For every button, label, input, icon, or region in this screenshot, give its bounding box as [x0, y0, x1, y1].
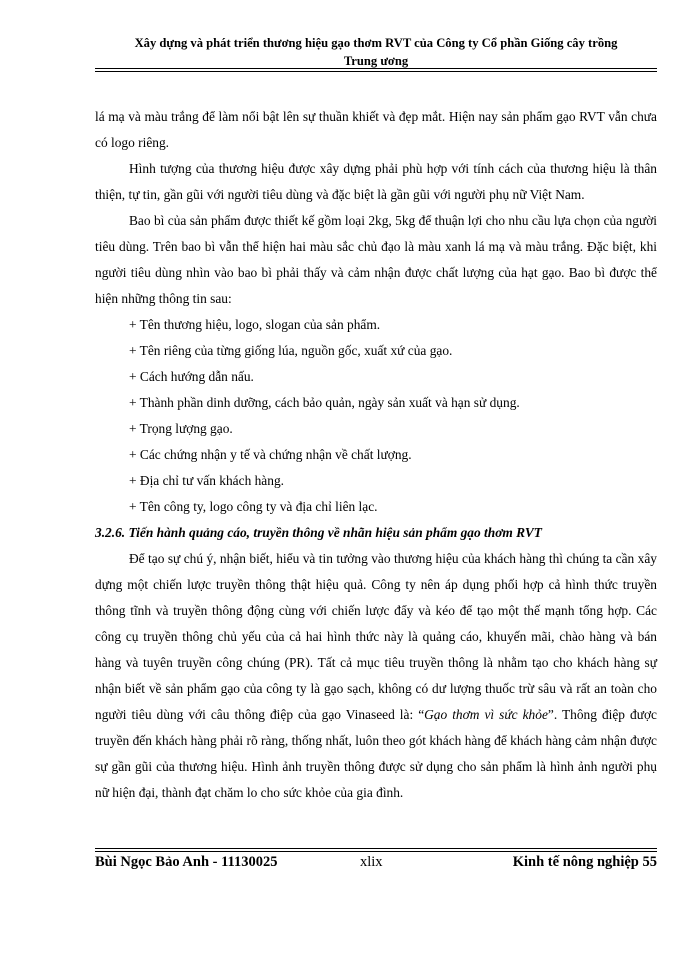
header-title-line-1: Xây dựng và phát triển thương hiệu gạo thơm RVT của Công ty Cổ phần Giống cây trồng: [134, 36, 618, 50]
header-title-line-2: Trung ương: [343, 54, 409, 68]
page-footer: [95, 854, 657, 876]
header-divider: [95, 68, 657, 72]
list-item: + Trọng lượng gạo.: [129, 421, 233, 436]
footer-divider: [95, 848, 657, 852]
list-item: + Tên thương hiệu, logo, slogan của sản phẩm.: [129, 317, 381, 332]
section-heading: 3.2.6. Tiến hành quảng cáo, truyền thông về nhãn hiệu sản phẩm gạo thơm RVT: [95, 525, 542, 540]
paragraph-4-text-b: ”. Thông điệp được truyền đến khách hàng phải rõ ràng, thống nhất, luôn theo gót khách hàng để khách hàng cảm nhận được sự gần gũi của thương hiệu. Hình ảnh truyền thông được sử dụng cho sản phẩm là hình ảnh người phụ nữ hiện đại, thành đạt chăm lo cho sức khỏe của gia đình.: [95, 707, 657, 800]
list-item: + Thành phần dinh dưỡng, cách bảo quản, ngày sản xuất và hạn sử dụng.: [129, 395, 520, 410]
paragraph-2: Hình tượng của thương hiệu được xây dựng phải phù hợp với tính cách của thương hiệu là thân thiện, tự tin, gần gũi với người tiêu dùng và đặc biệt là gần gũi với người phụ nữ Việt Nam.: [95, 161, 657, 202]
footer-program: Kinh tế nông nghiệp 55: [512, 854, 657, 870]
paragraph-4: [95, 546, 657, 806]
list-item: + Tên công ty, logo công ty và địa chỉ liên lạc.: [129, 499, 378, 514]
page-body: [95, 104, 657, 806]
paragraph-4-text-a: Để tạo sự chú ý, nhận biết, hiểu và tin tưởng vào thương hiệu của khách hàng thì chúng ta cần xây dựng một chiến lược truyền thông thật hiệu quả. Công ty nên áp dụng phối hợp cả hình thức truyền thông tĩnh và truyền thông động cùng với chiến lược đẩy và kéo để tạo một thế mạnh tổng hợp. Các công cụ truyền thông chủ yếu của cả hai hình thức này là quảng cáo, khuyến mãi, chào hàng và bán hàng và tuyên truyền công chúng (PR). Tất cả mục tiêu truyền thông là nhằm tạo cho khách hàng sự nhận biết về sản phẩm gạo của công ty là gạo sạch, không có dư lượng thuốc trừ sâu và rất an toàn cho người tiêu dùng với câu thông điệp của gạo Vinaseed là: “: [95, 551, 657, 722]
page-number: xlix: [360, 854, 383, 870]
paragraph-1: lá mạ và màu trắng để làm nổi bật lên sự thuần khiết và đẹp mắt. Hiện nay sản phẩm gạo RVT vẫn chưa có logo riêng.: [95, 109, 657, 150]
list-item: + Địa chỉ tư vấn khách hàng.: [129, 473, 284, 488]
paragraph-3: Bao bì của sản phẩm được thiết kế gồm loại 2kg, 5kg để thuận lợi cho nhu cầu lựa chọn của người tiêu dùng. Trên bao bì vẫn thể hiện hai màu sắc chủ đạo là màu xanh lá mạ và màu trắng. Đặc biệt, khi người tiêu dùng nhìn vào bao bì phải thấy và cảm nhận được chất lượng của hạt gạo. Bao bì được thể hiện những thông tin sau:: [95, 213, 657, 306]
list-item: + Tên riêng của từng giống lúa, nguồn gốc, xuất xứ của gạo.: [129, 343, 453, 358]
list-item: + Các chứng nhận y tế và chứng nhận về chất lượng.: [129, 447, 412, 462]
footer-author: Bùi Ngọc Bảo Anh - 11130025: [95, 854, 278, 870]
list-item: + Cách hướng dẫn nấu.: [129, 369, 254, 384]
page-header: [95, 34, 657, 70]
slogan-quote: Gạo thơm vì sức khỏe: [424, 707, 548, 722]
